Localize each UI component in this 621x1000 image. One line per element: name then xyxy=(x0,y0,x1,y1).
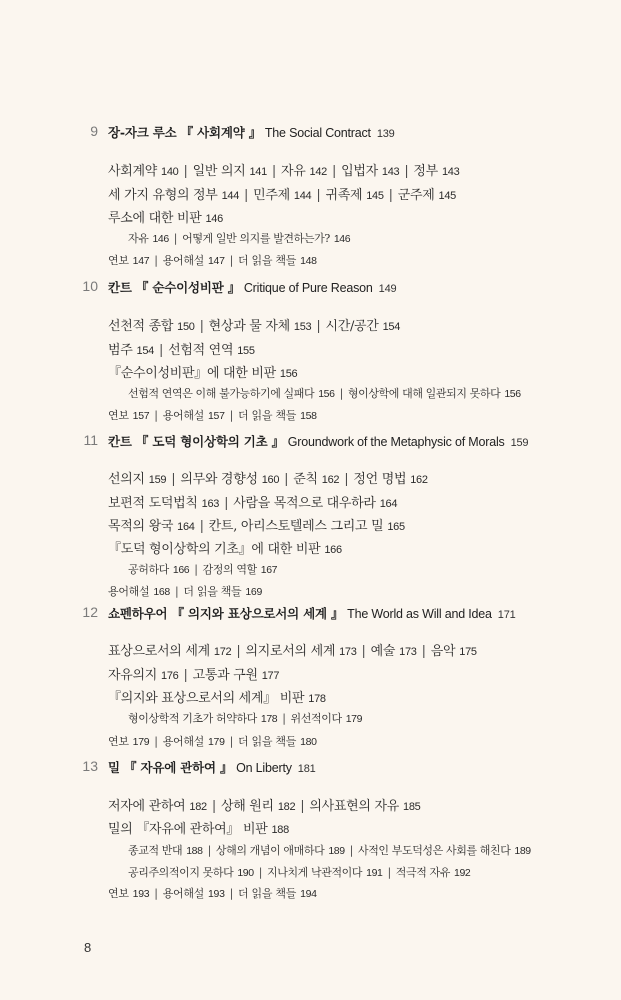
toc-entry-page: 140 xyxy=(161,166,179,178)
toc-entry-page: 166 xyxy=(172,564,190,576)
toc-entry-title: 종교적 반대 xyxy=(128,844,183,857)
toc-row-main xyxy=(108,339,255,358)
toc-entry-title: 음악 xyxy=(430,644,456,659)
toc-entry-page: 150 xyxy=(177,321,195,333)
toc-entry-page: 179 xyxy=(345,713,363,725)
toc-entry[interactable] xyxy=(168,343,255,358)
toc-entry[interactable] xyxy=(398,188,456,203)
toc-entry[interactable] xyxy=(108,668,179,683)
toc-entry-title: 상해 원리 xyxy=(220,799,274,814)
chapter-title xyxy=(108,758,316,776)
toc-entry-page: 141 xyxy=(249,166,267,178)
toc-row-sub xyxy=(128,710,362,726)
toc-entry-title: 선험적 연역은 이해 불가능하기에 실패다 xyxy=(128,387,315,400)
toc-entry-title: 공리주의적이지 못하다 xyxy=(128,866,234,879)
toc-entry-title: 의무와 경향성 xyxy=(180,472,258,487)
toc-entry-page: 190 xyxy=(237,867,254,879)
toc-entry[interactable] xyxy=(128,387,335,400)
toc-entry[interactable] xyxy=(245,644,356,659)
toc-entry[interactable] xyxy=(238,254,317,267)
toc-entry[interactable] xyxy=(163,254,225,267)
toc-entry[interactable] xyxy=(128,844,203,857)
chapter-number: 13 xyxy=(82,758,98,774)
toc-entry-page: 179 xyxy=(132,736,150,748)
toc-entry-title: 더 읽을 책들 xyxy=(183,585,242,598)
toc-entry-title: 더 읽을 책들 xyxy=(238,409,297,422)
toc-entry-title: 저자에 관하여 xyxy=(108,799,186,814)
item-separator: | xyxy=(158,343,164,358)
item-separator: | xyxy=(339,387,343,400)
chapter-title-english: Critique of Pure Reason xyxy=(243,281,373,295)
toc-entry[interactable] xyxy=(108,211,223,226)
toc-entry-title: 시간/공간 xyxy=(325,319,379,334)
chapter-title xyxy=(108,432,528,450)
toc-entry-page: 142 xyxy=(309,166,327,178)
toc-entry-title: 준칙 xyxy=(293,472,318,487)
toc-entry-page: 154 xyxy=(136,345,154,357)
toc-row-main xyxy=(108,538,342,557)
toc-entry[interactable] xyxy=(238,887,317,900)
chapter-page-number: 171 xyxy=(497,609,516,621)
toc-entry-page: 160 xyxy=(261,474,280,486)
toc-entry-page: 164 xyxy=(177,521,195,533)
toc-entry-title: 용어해설 xyxy=(162,409,204,422)
toc-entry[interactable] xyxy=(108,188,239,203)
toc-entry-page: 176 xyxy=(161,670,179,682)
toc-entry-page: 153 xyxy=(293,321,312,333)
toc-entry[interactable] xyxy=(108,164,179,179)
toc-entry-page: 148 xyxy=(300,255,317,267)
toc-entry-page: 193 xyxy=(132,888,150,900)
toc-row-main xyxy=(108,207,223,226)
page-number: 8 xyxy=(84,940,92,955)
toc-entry-page: 166 xyxy=(324,544,342,556)
toc-row-main xyxy=(108,315,400,334)
toc-entry[interactable] xyxy=(209,319,312,334)
chapter-number: 10 xyxy=(82,278,98,294)
toc-row-sub xyxy=(128,561,277,577)
toc-entry[interactable] xyxy=(128,866,254,879)
toc-entry-page: 194 xyxy=(300,888,317,900)
toc-entry[interactable] xyxy=(341,164,399,179)
item-separator: | xyxy=(421,644,426,659)
toc-row-main xyxy=(108,362,297,381)
toc-entry-page: 157 xyxy=(132,410,150,422)
toc-entry[interactable] xyxy=(325,319,400,334)
toc-entry-page: 173 xyxy=(339,646,357,658)
toc-entry-title: 자유 xyxy=(128,232,149,245)
toc-entry[interactable] xyxy=(353,472,427,487)
toc-entry-page: 168 xyxy=(153,586,170,598)
toc-entry[interactable] xyxy=(108,409,149,422)
toc-entry[interactable] xyxy=(108,887,149,900)
toc-entry-page: 188 xyxy=(186,845,203,857)
toc-entry-page: 189 xyxy=(514,845,531,857)
toc-entry[interactable] xyxy=(413,164,459,179)
toc-entry-title: 범주 xyxy=(108,343,133,358)
item-separator: | xyxy=(173,232,178,245)
toc-row-main xyxy=(108,515,405,534)
toc-entry-title: 정언 명법 xyxy=(353,472,407,487)
toc-entry[interactable] xyxy=(281,164,327,179)
toc-entry-title: 용어해설 xyxy=(162,887,204,900)
item-separator: | xyxy=(349,844,353,857)
toc-entry-title: 연보 xyxy=(108,254,129,267)
item-separator: | xyxy=(282,712,286,725)
toc-entry-title: 형이상학에 대해 일관되지 못하다 xyxy=(347,387,501,400)
toc-entry-page: 158 xyxy=(300,410,317,422)
chapter-title xyxy=(108,604,516,622)
toc-row-foot xyxy=(108,733,317,749)
toc-entry[interactable] xyxy=(183,585,262,598)
toc-entry-page: 191 xyxy=(366,867,383,879)
toc-entry-title: 민주제 xyxy=(253,188,290,203)
item-separator: | xyxy=(171,472,176,487)
item-separator: | xyxy=(387,866,391,879)
toc-row-main xyxy=(108,795,420,814)
toc-entry[interactable] xyxy=(128,232,169,245)
chapter-page-number: 181 xyxy=(297,763,316,775)
toc-entry-page: 172 xyxy=(213,646,232,658)
toc-entry-title: 어떻게 일반 의지를 발견하는가? xyxy=(182,232,330,245)
toc-entry[interactable] xyxy=(108,472,166,487)
toc-entry-page: 192 xyxy=(454,867,471,879)
toc-entry[interactable] xyxy=(209,519,405,534)
toc-entry-page: 146 xyxy=(333,233,351,245)
toc-entry-title: 선천적 종합 xyxy=(108,319,174,334)
toc-row-foot xyxy=(108,583,262,599)
toc-entry[interactable] xyxy=(108,822,289,837)
toc-entry-title: 정부 xyxy=(413,164,438,179)
toc-entry-page: 173 xyxy=(399,646,417,658)
toc-entry-page: 145 xyxy=(366,190,384,202)
toc-entry-page: 182 xyxy=(277,801,296,813)
toc-entry-page: 145 xyxy=(438,190,456,202)
toc-entry-title: 의사표현의 자유 xyxy=(309,799,399,814)
toc-entry-page: 169 xyxy=(245,586,262,598)
toc-entry-page: 143 xyxy=(381,166,400,178)
chapter-number: 11 xyxy=(83,432,98,448)
toc-entry[interactable] xyxy=(108,691,326,706)
toc-entry-title: 연보 xyxy=(108,887,129,900)
item-separator: | xyxy=(236,644,241,659)
toc-entry[interactable] xyxy=(309,799,420,814)
toc-entry[interactable] xyxy=(108,366,297,381)
toc-entry[interactable] xyxy=(128,712,277,725)
toc-entry-title: 『순수이성비판』에 대한 비판 xyxy=(108,366,276,381)
toc-entry[interactable] xyxy=(396,866,471,879)
toc-entry-title: 위선적이다 xyxy=(290,712,342,725)
toc-entry[interactable] xyxy=(371,644,417,659)
item-separator: | xyxy=(199,519,204,534)
toc-entry-title: 형이상학적 기초가 허약하다 xyxy=(128,712,257,725)
item-separator: | xyxy=(316,319,321,334)
item-separator: | xyxy=(174,585,179,598)
item-separator: | xyxy=(388,188,393,203)
toc-entry-title: 표상으로서의 세계 xyxy=(108,644,210,659)
toc-entry-page: 177 xyxy=(261,670,280,682)
toc-entry[interactable] xyxy=(193,164,267,179)
toc-entry-title: 선의지 xyxy=(108,472,145,487)
toc-entry-title: 『의지와 표상으로서의 세계』 비판 xyxy=(108,691,305,706)
toc-entry-title: 목적의 왕국 xyxy=(108,519,174,534)
chapter-title-english: Groundwork of the Metaphysic of Morals xyxy=(287,435,505,449)
item-separator: | xyxy=(229,409,234,422)
item-separator: | xyxy=(229,887,234,900)
item-separator: | xyxy=(271,164,277,179)
item-separator: | xyxy=(154,887,158,900)
toc-entry-page: 154 xyxy=(382,321,401,333)
item-separator: | xyxy=(361,644,366,659)
item-separator: | xyxy=(344,472,349,487)
toc-entry[interactable] xyxy=(163,409,225,422)
chapter-page-number: 159 xyxy=(510,437,529,449)
toc-entry[interactable] xyxy=(108,644,231,659)
toc-entry[interactable] xyxy=(221,799,295,814)
toc-row-foot xyxy=(108,407,317,423)
toc-entry[interactable] xyxy=(163,887,225,900)
toc-row-foot xyxy=(108,885,317,901)
toc-entry-title: 용어해설 xyxy=(162,735,204,748)
toc-entry-title: 보편적 도덕법칙 xyxy=(108,496,198,511)
toc-entry-page: 157 xyxy=(208,410,225,422)
chapter-page-number: 149 xyxy=(378,283,397,295)
toc-entry[interactable] xyxy=(203,563,278,576)
toc-entry-page: 165 xyxy=(387,521,405,533)
chapter-title-korean: 밀 『 자유에 관하여 』 xyxy=(108,760,233,775)
item-separator: | xyxy=(183,668,188,683)
toc-entry[interactable] xyxy=(253,188,311,203)
toc-entry[interactable] xyxy=(431,644,477,659)
toc-entry-title: 연보 xyxy=(108,409,129,422)
toc-entry[interactable] xyxy=(358,844,531,857)
toc-entry-title: 의지로서의 세계 xyxy=(245,644,336,659)
toc-entry[interactable] xyxy=(182,232,350,245)
toc-entry[interactable] xyxy=(267,866,382,879)
chapter-title xyxy=(108,278,396,296)
toc-row-main xyxy=(108,687,326,706)
toc-entry-page: 188 xyxy=(271,824,289,836)
toc-entry-title: 연보 xyxy=(108,735,129,748)
toc-row-main xyxy=(108,818,289,837)
toc-entry-title: 귀족제 xyxy=(325,188,363,203)
toc-entry-title: 칸트, 아리스토텔레스 그리고 밀 xyxy=(208,519,384,534)
toc-entry-page: 180 xyxy=(300,736,317,748)
toc-entry-page: 178 xyxy=(308,693,326,705)
toc-entry[interactable] xyxy=(108,585,170,598)
item-separator: | xyxy=(332,164,337,179)
toc-entry-title: 자유의지 xyxy=(108,668,158,683)
toc-entry-title: 더 읽을 책들 xyxy=(238,887,297,900)
chapter-title-korean: 칸트 『 도덕 형이상학의 기초 』 xyxy=(108,434,284,449)
item-separator: | xyxy=(244,188,249,203)
toc-entry[interactable] xyxy=(180,472,279,487)
toc-row-main xyxy=(108,640,477,659)
item-separator: | xyxy=(154,409,158,422)
toc-row-sub xyxy=(128,230,350,246)
toc-entry[interactable] xyxy=(128,563,189,576)
toc-entry[interactable] xyxy=(108,542,342,557)
toc-entry-title: 더 읽을 책들 xyxy=(238,735,297,748)
toc-entry-page: 146 xyxy=(152,233,169,245)
chapter-title xyxy=(108,123,395,141)
toc-entry-page: 189 xyxy=(328,845,345,857)
toc-entry-title: 밀의 『자유에 관하여』 비판 xyxy=(108,822,268,837)
toc-row-sub xyxy=(128,864,470,880)
toc-row-sub xyxy=(128,842,531,858)
toc-entry-page: 156 xyxy=(279,368,298,380)
toc-entry[interactable] xyxy=(238,409,317,422)
toc-entry-page: 182 xyxy=(189,801,207,813)
toc-row-sub xyxy=(128,385,521,401)
toc-entry[interactable] xyxy=(348,387,521,400)
toc-entry-title: 적극적 자유 xyxy=(395,866,451,879)
toc-entry-page: 179 xyxy=(208,736,225,748)
toc-entry[interactable] xyxy=(233,496,397,511)
item-separator: | xyxy=(207,844,211,857)
item-separator: | xyxy=(154,735,158,748)
toc-entry-title: 일반 의지 xyxy=(192,164,246,179)
toc-entry-title: 용어해설 xyxy=(162,254,204,267)
toc-row-main xyxy=(108,492,397,511)
toc-entry[interactable] xyxy=(291,712,362,725)
toc-row-main xyxy=(108,664,279,683)
chapter-title-korean: 장-자크 루소 『 사회계약 』 xyxy=(108,125,262,140)
toc-entry[interactable] xyxy=(216,844,345,857)
toc-entry-title: 루소에 대한 비판 xyxy=(108,211,202,226)
toc-entry-title: 사람을 목적으로 대우하라 xyxy=(233,496,376,511)
toc-entry-title: 예술 xyxy=(370,644,396,659)
toc-entry-page: 163 xyxy=(201,498,220,510)
item-separator: | xyxy=(154,254,158,267)
item-separator: | xyxy=(404,164,409,179)
item-separator: | xyxy=(300,799,305,814)
toc-entry[interactable] xyxy=(108,735,149,748)
toc-entry[interactable] xyxy=(108,343,154,358)
chapter-title-korean: 쇼펜하우어 『 의지와 표상으로서의 세계 』 xyxy=(108,606,344,621)
toc-entry-page: 146 xyxy=(205,213,223,225)
toc-entry-title: 세 가지 유형의 정부 xyxy=(108,188,218,203)
toc-row-main xyxy=(108,468,428,487)
item-separator: | xyxy=(211,799,216,814)
toc-entry[interactable] xyxy=(193,668,280,683)
toc-entry-title: 지나치게 낙관적이다 xyxy=(267,866,363,879)
toc-row-main xyxy=(108,184,456,203)
chapter-number: 9 xyxy=(90,123,98,139)
toc-entry-page: 144 xyxy=(221,190,240,202)
toc-entry-page: 155 xyxy=(237,345,255,357)
toc-entry-title: 군주제 xyxy=(397,188,435,203)
toc-entry-title: 더 읽을 책들 xyxy=(238,254,297,267)
toc-entry-page: 147 xyxy=(208,255,225,267)
item-separator: | xyxy=(284,472,289,487)
toc-entry-page: 156 xyxy=(318,388,335,400)
toc-entry-title: 사회계약 xyxy=(108,164,158,179)
chapter-title-english: On Liberty xyxy=(236,761,292,775)
toc-entry-page: 193 xyxy=(208,888,225,900)
toc-entry-title: 『도덕 형이상학의 기초』에 대한 비판 xyxy=(108,542,321,557)
chapter-title-english: The Social Contract xyxy=(264,126,371,140)
toc-entry-title: 감정의 역할 xyxy=(202,563,257,576)
item-separator: | xyxy=(224,496,229,511)
toc-entry[interactable] xyxy=(108,799,207,814)
toc-entry-title: 사적인 부도덕성은 사회를 해친다 xyxy=(357,844,511,857)
toc-entry[interactable] xyxy=(163,735,225,748)
toc-entry[interactable] xyxy=(108,519,195,534)
toc-entry-page: 162 xyxy=(410,474,428,486)
toc-entry-page: 159 xyxy=(148,474,167,486)
toc-row-main xyxy=(108,160,459,179)
item-separator: | xyxy=(258,866,262,879)
item-separator: | xyxy=(229,254,234,267)
toc-entry[interactable] xyxy=(325,188,383,203)
toc-entry-page: 162 xyxy=(321,474,340,486)
toc-entry-title: 현상과 물 자체 xyxy=(208,319,290,334)
toc-entry-page: 178 xyxy=(260,713,278,725)
item-separator: | xyxy=(194,563,198,576)
toc-entry[interactable] xyxy=(108,319,195,334)
toc-entry[interactable] xyxy=(293,472,339,487)
toc-entry-page: 175 xyxy=(459,646,477,658)
toc-entry-title: 선험적 연역 xyxy=(168,343,234,358)
toc-entry-page: 156 xyxy=(504,388,521,400)
toc-entry-page: 164 xyxy=(379,498,398,510)
item-separator: | xyxy=(316,188,321,203)
toc-entry-page: 147 xyxy=(132,255,150,267)
chapter-title-korean: 칸트 『 순수이성비판 』 xyxy=(108,280,241,295)
item-separator: | xyxy=(199,319,204,334)
item-separator: | xyxy=(229,735,234,748)
toc-entry-page: 143 xyxy=(441,166,460,178)
toc-entry-title: 공허하다 xyxy=(128,563,169,576)
chapter-title-english: The World as Will and Idea xyxy=(347,607,492,621)
chapter-page-number: 139 xyxy=(376,128,395,140)
toc-entry-title: 자유 xyxy=(281,164,306,179)
toc-entry-title: 상해의 개념이 애매하다 xyxy=(215,844,325,857)
toc-entry[interactable] xyxy=(108,496,219,511)
chapter-number: 12 xyxy=(82,604,98,620)
item-separator: | xyxy=(183,164,188,179)
toc-entry-page: 144 xyxy=(293,190,312,202)
toc-entry[interactable] xyxy=(108,254,149,267)
toc-entry-title: 용어해설 xyxy=(108,585,150,598)
toc-row-foot xyxy=(108,252,317,268)
toc-entry-title: 입법자 xyxy=(341,164,378,179)
toc-entry-page: 185 xyxy=(403,801,421,813)
toc-entry[interactable] xyxy=(238,735,317,748)
toc-entry-page: 167 xyxy=(260,564,278,576)
toc-entry-title: 고통과 구원 xyxy=(192,668,258,683)
